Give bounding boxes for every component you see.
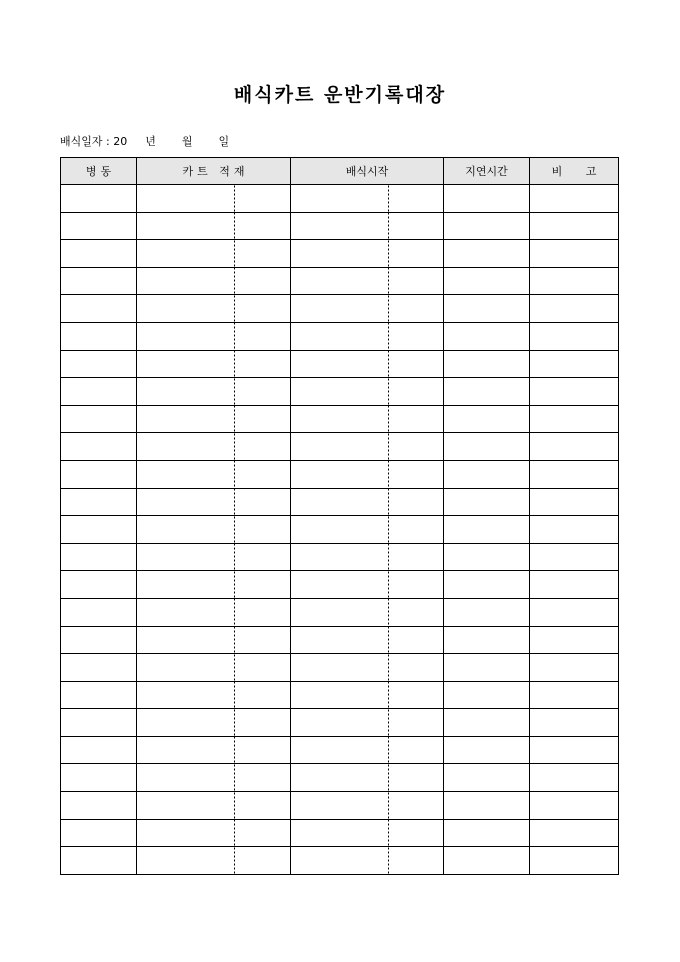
table-row bbox=[61, 819, 619, 847]
serving-start-cell[interactable] bbox=[291, 847, 444, 875]
remarks-cell[interactable] bbox=[530, 460, 619, 488]
serving-start-cell[interactable] bbox=[291, 240, 444, 268]
delay-time-cell[interactable] bbox=[444, 185, 530, 213]
ward-cell[interactable] bbox=[61, 322, 137, 350]
remarks-cell[interactable] bbox=[530, 405, 619, 433]
remarks-cell[interactable] bbox=[530, 654, 619, 682]
header-delay-time: 지연시간 bbox=[444, 158, 530, 185]
remarks-cell[interactable] bbox=[530, 571, 619, 599]
table-row bbox=[61, 350, 619, 378]
page-title: 배식카트 운반기록대장 bbox=[233, 84, 447, 106]
table-row bbox=[61, 626, 619, 654]
cart-loading-cell[interactable] bbox=[137, 626, 291, 654]
cart-loading-cell[interactable] bbox=[137, 488, 291, 516]
cart-loading-cell[interactable] bbox=[137, 736, 291, 764]
ward-cell[interactable] bbox=[61, 709, 137, 737]
ward-cell[interactable] bbox=[61, 240, 137, 268]
serving-start-cell[interactable] bbox=[291, 681, 444, 709]
table-row bbox=[61, 792, 619, 820]
table-row bbox=[61, 681, 619, 709]
ward-cell[interactable] bbox=[61, 571, 137, 599]
delay-time-cell[interactable] bbox=[444, 543, 530, 571]
remarks-cell[interactable] bbox=[530, 212, 619, 240]
ward-cell[interactable] bbox=[61, 819, 137, 847]
ward-cell[interactable] bbox=[61, 764, 137, 792]
table-row bbox=[61, 295, 619, 323]
cart-loading-cell[interactable] bbox=[137, 792, 291, 820]
remarks-cell[interactable] bbox=[530, 185, 619, 213]
cart-loading-cell[interactable] bbox=[137, 405, 291, 433]
serving-start-cell[interactable] bbox=[291, 792, 444, 820]
remarks-cell[interactable] bbox=[530, 764, 619, 792]
delay-time-cell[interactable] bbox=[444, 654, 530, 682]
cart-loading-cell[interactable] bbox=[137, 185, 291, 213]
table-row bbox=[61, 709, 619, 737]
delay-time-cell[interactable] bbox=[444, 212, 530, 240]
cart-loading-cell[interactable] bbox=[137, 681, 291, 709]
serving-start-cell[interactable] bbox=[291, 736, 444, 764]
serving-start-cell[interactable] bbox=[291, 543, 444, 571]
serving-start-cell[interactable] bbox=[291, 764, 444, 792]
delay-time-cell[interactable] bbox=[444, 571, 530, 599]
table-row bbox=[61, 488, 619, 516]
ward-cell[interactable] bbox=[61, 847, 137, 875]
delay-time-cell[interactable] bbox=[444, 405, 530, 433]
delay-time-cell[interactable] bbox=[444, 736, 530, 764]
delay-time-cell[interactable] bbox=[444, 240, 530, 268]
delay-time-cell[interactable] bbox=[444, 709, 530, 737]
delay-time-cell[interactable] bbox=[444, 764, 530, 792]
remarks-cell[interactable] bbox=[530, 792, 619, 820]
serving-start-cell[interactable] bbox=[291, 598, 444, 626]
table-row bbox=[61, 460, 619, 488]
cart-loading-cell[interactable] bbox=[137, 516, 291, 544]
cart-loading-cell[interactable] bbox=[137, 267, 291, 295]
serving-date-line bbox=[60, 133, 229, 149]
delay-time-cell[interactable] bbox=[444, 681, 530, 709]
header-cart-loading: 카트 적재 bbox=[137, 158, 291, 185]
ward-cell[interactable] bbox=[61, 736, 137, 764]
table-row bbox=[61, 212, 619, 240]
serving-start-cell[interactable] bbox=[291, 322, 444, 350]
month-label: 월 bbox=[181, 135, 193, 148]
cart-loading-cell[interactable] bbox=[137, 764, 291, 792]
table-row bbox=[61, 405, 619, 433]
cart-loading-cell[interactable] bbox=[137, 709, 291, 737]
delay-time-cell[interactable] bbox=[444, 322, 530, 350]
ward-cell[interactable] bbox=[61, 295, 137, 323]
remarks-cell[interactable] bbox=[530, 378, 619, 406]
cart-loading-cell[interactable] bbox=[137, 654, 291, 682]
table-row bbox=[61, 571, 619, 599]
delay-time-cell[interactable] bbox=[444, 350, 530, 378]
cart-loading-cell[interactable] bbox=[137, 295, 291, 323]
ward-cell[interactable] bbox=[61, 516, 137, 544]
remarks-cell[interactable] bbox=[530, 350, 619, 378]
cart-loading-cell[interactable] bbox=[137, 350, 291, 378]
cart-loading-cell[interactable] bbox=[137, 322, 291, 350]
ward-cell[interactable] bbox=[61, 378, 137, 406]
table-header-row bbox=[61, 158, 619, 185]
cart-loading-cell[interactable] bbox=[137, 460, 291, 488]
serving-start-cell[interactable] bbox=[291, 819, 444, 847]
serving-start-cell[interactable] bbox=[291, 488, 444, 516]
serving-start-cell[interactable] bbox=[291, 212, 444, 240]
remarks-cell[interactable] bbox=[530, 322, 619, 350]
serving-start-cell[interactable] bbox=[291, 378, 444, 406]
serving-start-cell[interactable] bbox=[291, 571, 444, 599]
cart-loading-cell[interactable] bbox=[137, 571, 291, 599]
ward-cell[interactable] bbox=[61, 212, 137, 240]
ward-cell[interactable] bbox=[61, 792, 137, 820]
delay-time-cell[interactable] bbox=[444, 819, 530, 847]
ward-cell[interactable] bbox=[61, 185, 137, 213]
delay-time-cell[interactable] bbox=[444, 433, 530, 461]
cart-loading-cell[interactable] bbox=[137, 378, 291, 406]
header-serving-start: 배식시작 bbox=[291, 158, 444, 185]
cart-loading-cell[interactable] bbox=[137, 847, 291, 875]
ward-cell[interactable] bbox=[61, 626, 137, 654]
cart-loading-cell[interactable] bbox=[137, 240, 291, 268]
ward-cell[interactable] bbox=[61, 350, 137, 378]
table-row bbox=[61, 543, 619, 571]
day-label: 일 bbox=[218, 135, 230, 148]
header-ward: 병동 bbox=[61, 158, 137, 185]
ward-cell[interactable] bbox=[61, 543, 137, 571]
cart-loading-cell[interactable] bbox=[137, 819, 291, 847]
remarks-cell[interactable] bbox=[530, 819, 619, 847]
remarks-cell[interactable] bbox=[530, 709, 619, 737]
delay-time-cell[interactable] bbox=[444, 295, 530, 323]
table-row bbox=[61, 654, 619, 682]
remarks-cell[interactable] bbox=[530, 626, 619, 654]
serving-start-cell[interactable] bbox=[291, 626, 444, 654]
remarks-cell[interactable] bbox=[530, 516, 619, 544]
remarks-cell[interactable] bbox=[530, 267, 619, 295]
remarks-cell[interactable] bbox=[530, 488, 619, 516]
ward-cell[interactable] bbox=[61, 654, 137, 682]
year-label: 년 bbox=[145, 135, 156, 148]
ward-cell[interactable] bbox=[61, 267, 137, 295]
cart-transport-log-table bbox=[60, 157, 619, 875]
table-row bbox=[61, 847, 619, 875]
cart-loading-cell[interactable] bbox=[137, 543, 291, 571]
delay-time-cell[interactable] bbox=[444, 626, 530, 654]
serving-start-cell[interactable] bbox=[291, 709, 444, 737]
ward-cell[interactable] bbox=[61, 405, 137, 433]
remarks-cell[interactable] bbox=[530, 295, 619, 323]
serving-start-cell[interactable] bbox=[291, 267, 444, 295]
delay-time-cell[interactable] bbox=[444, 598, 530, 626]
delay-time-cell[interactable] bbox=[444, 847, 530, 875]
delay-time-cell[interactable] bbox=[444, 488, 530, 516]
ward-cell[interactable] bbox=[61, 681, 137, 709]
remarks-cell[interactable] bbox=[530, 433, 619, 461]
remarks-cell[interactable] bbox=[530, 736, 619, 764]
table-row bbox=[61, 267, 619, 295]
delay-time-cell[interactable] bbox=[444, 516, 530, 544]
serving-start-cell[interactable] bbox=[291, 433, 444, 461]
delay-time-cell[interactable] bbox=[444, 267, 530, 295]
remarks-cell[interactable] bbox=[530, 847, 619, 875]
serving-start-cell[interactable] bbox=[291, 405, 444, 433]
ward-cell[interactable] bbox=[61, 598, 137, 626]
cart-loading-cell[interactable] bbox=[137, 598, 291, 626]
remarks-cell[interactable] bbox=[530, 240, 619, 268]
table-row bbox=[61, 378, 619, 406]
serving-start-cell[interactable] bbox=[291, 516, 444, 544]
ward-cell[interactable] bbox=[61, 488, 137, 516]
remarks-cell[interactable] bbox=[530, 543, 619, 571]
table-row bbox=[61, 736, 619, 764]
delay-time-cell[interactable] bbox=[444, 792, 530, 820]
table-row bbox=[61, 516, 619, 544]
serving-start-cell[interactable] bbox=[291, 185, 444, 213]
ward-cell[interactable] bbox=[61, 433, 137, 461]
serving-start-cell[interactable] bbox=[291, 350, 444, 378]
table-row bbox=[61, 185, 619, 213]
remarks-cell[interactable] bbox=[530, 681, 619, 709]
table-row bbox=[61, 598, 619, 626]
delay-time-cell[interactable] bbox=[444, 378, 530, 406]
cart-loading-cell[interactable] bbox=[137, 212, 291, 240]
serving-date-label: 배식일자 : 20 bbox=[60, 135, 128, 148]
table-row bbox=[61, 433, 619, 461]
table-row bbox=[61, 764, 619, 792]
cart-loading-cell[interactable] bbox=[137, 433, 291, 461]
serving-start-cell[interactable] bbox=[291, 654, 444, 682]
table-row bbox=[61, 240, 619, 268]
remarks-cell[interactable] bbox=[530, 598, 619, 626]
header-remarks: 비 고 bbox=[530, 158, 619, 185]
table-row bbox=[61, 322, 619, 350]
serving-start-cell[interactable] bbox=[291, 460, 444, 488]
delay-time-cell[interactable] bbox=[444, 460, 530, 488]
serving-start-cell[interactable] bbox=[291, 295, 444, 323]
ward-cell[interactable] bbox=[61, 460, 137, 488]
table-body bbox=[61, 185, 619, 875]
